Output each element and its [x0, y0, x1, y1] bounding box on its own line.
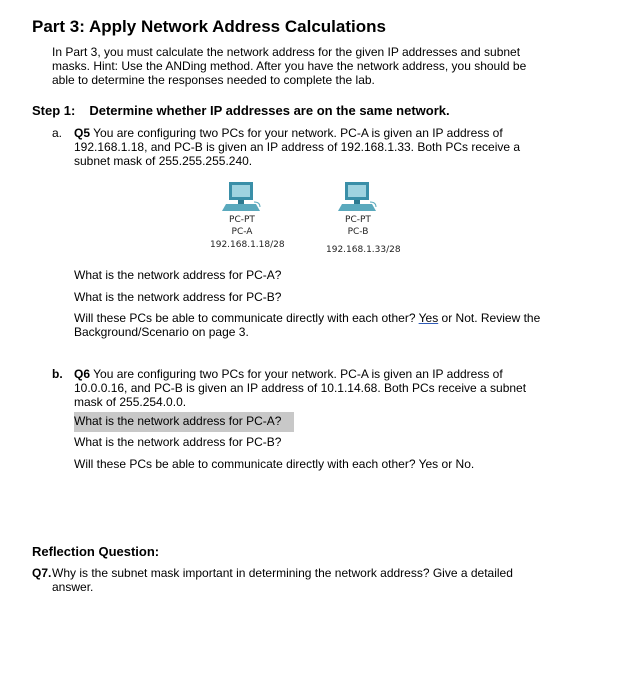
q5-text: You are configuring two PCs for your network. PC-A is given an IP address of 192.168.1.18, and PC-B is given an IP address of 192.168.1.33. Both PCs receive a subnet mask of 255.255.255.240. — [74, 126, 521, 168]
pc-a-device — [210, 180, 285, 251]
item-a-text — [74, 126, 529, 168]
item-b-text — [74, 367, 534, 409]
q6-text: You are configuring two PCs for your network. PC-A is given an IP address of 10.0.0.16, and PC-B is given an IP address of 10.1.14.68. Both PCs receive a subnet mask of 255.254.0.0. — [74, 367, 527, 409]
q5-question-pca: What is the network address for PC-A? — [74, 268, 282, 282]
part-title: Part 3: Apply Network Address Calculations — [32, 17, 386, 36]
pc-ip-label: 192.168.1.18/28 — [210, 240, 285, 250]
step-label: Step 1: — [32, 103, 76, 118]
question-text: Will these PCs be able to communicate directly with each other? — [74, 311, 416, 325]
q5-label: Q5 — [74, 126, 91, 140]
question-text-tail: or Not. Review the Background/Scenario on page 3. — [74, 311, 541, 339]
reflection-heading: Reflection Question: — [32, 544, 160, 559]
pc-type-label: PC-PT — [229, 215, 255, 225]
q5-question-communicate — [74, 311, 554, 339]
step1-heading — [32, 103, 450, 118]
pc-type-label: PC-PT — [345, 215, 371, 225]
item-b-letter: b. — [52, 367, 63, 381]
pc-icon — [222, 180, 262, 214]
q6-label: Q6 — [74, 367, 91, 381]
pc-ip-label: 192.168.1.33/28 — [326, 245, 401, 255]
intro-paragraph: In Part 3, you must calculate the network address for the given IP addresses and subnet masks. Hint: Use the ANDing method. After you have the network address, you should be able to determine the responses needed to complete the lab. — [52, 45, 527, 87]
highlighted-question: What is the network address for PC-A? — [74, 412, 294, 432]
pc-icon — [338, 180, 378, 214]
step-title: Determine whether IP addresses are on the same network. — [89, 103, 450, 118]
q5-question-pcb: What is the network address for PC-B? — [74, 290, 282, 304]
q7-text: Why is the subnet mask important in determining the network address? Give a detailed answer. — [52, 566, 513, 594]
pc-b-device — [326, 180, 401, 256]
q6-question-pca — [74, 412, 294, 432]
q6-question-communicate: Will these PCs be able to communicate directly with each other? Yes or No. — [74, 457, 475, 471]
item-a-letter: a. — [52, 126, 63, 140]
q7-label: Q7. — [32, 566, 52, 580]
answer-yes: Yes — [418, 311, 439, 325]
pc-name-label: PC-B — [347, 227, 369, 237]
q6-question-pcb: What is the network address for PC-B? — [74, 435, 282, 449]
pc-name-label: PC-A — [231, 227, 253, 237]
